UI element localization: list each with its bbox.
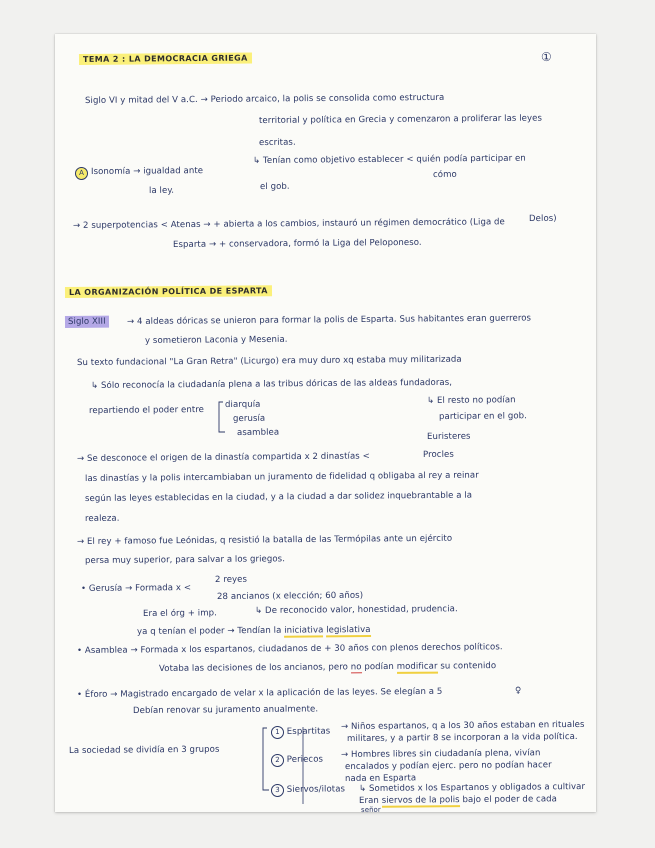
text-line: Su texto fundacional "La Gran Retra" (Licurgo) era muy duro xq estaba muy militarizada: [76, 354, 462, 368]
text-line: señor: [360, 805, 381, 814]
text-line: repartiendo el poder entre: [88, 404, 205, 416]
siglo-label: Siglo XIII: [65, 316, 109, 328]
text-line: el gob.: [259, 181, 290, 192]
text-line: diarquía: [224, 399, 261, 410]
text-line: 28 ancianos (x elección; 60 años): [216, 590, 364, 602]
text-line: Procles: [422, 449, 454, 460]
text-fragment: bajo el poder de cada: [462, 794, 558, 806]
asamblea-bullet: • Asamblea → Formada x los espartanos, ciudadanos de + 30 años con plenos derechos políticos.: [76, 642, 503, 656]
notebook-page: [55, 34, 596, 812]
text-line: ↳ De reconocido valor, honestidad, prudencia.: [254, 604, 458, 616]
text-fragment: podían: [364, 661, 394, 673]
eforo-bullet: • Éforo → Magistrado encargado de velar x la aplicación de las leyes. Se elegían a 5: [76, 686, 443, 700]
text-line: Siglo VI y mitad del V a.C. → Periodo arcaico, la polis se consolida como estructura: [84, 92, 445, 106]
text-line: realeza.: [84, 513, 120, 524]
group-name: Siervos/ilotas: [286, 784, 346, 795]
highlight-circle-icon: A: [75, 167, 88, 180]
text-line: asamblea: [236, 427, 280, 438]
underlined-term: siervos de la polis: [381, 795, 460, 806]
underlined-term: legislativa: [326, 624, 371, 636]
page-number: ①: [540, 49, 552, 64]
text-line: Era el órg + imp.: [142, 608, 217, 619]
text-line: participar en el gob.: [438, 411, 527, 422]
text-line: → El rey + famoso fue Leónidas, q resistió la batalla de las Termópilas ante un ejército: [76, 533, 453, 547]
text-line: cómo: [432, 169, 457, 180]
group-name: Periecos: [286, 754, 324, 765]
text-line: gerusía: [232, 413, 266, 424]
text-line: según las leyes establecidas en la ciudad, y a la ciudad a dar solidez inquebrantable a la: [84, 490, 473, 504]
section-heading: LA ORGANIZACIÓN POLÍTICA DE ESPARTA: [65, 285, 272, 298]
text-fragment: su contenido: [440, 661, 497, 672]
text-line: → 2 superpotencias < Atenas → + abierta a los cambios, instauró un régimen democrático (Liga de: [72, 217, 505, 231]
text-line: ↳ Sometidos x los Espartanos y obligados a cultivar: [358, 782, 586, 794]
text-line: Euristeres: [426, 431, 471, 442]
bracket-shape: [263, 728, 269, 790]
bracket-shape: [219, 402, 225, 432]
group-name: Espartitas: [286, 726, 331, 737]
text-line: → Niños espartanos, q a los 30 años estaban en rituales: [340, 719, 585, 732]
number-circle-icon: 3: [271, 784, 284, 797]
underlined-term: no: [350, 662, 362, 673]
text-fragment: Eran: [358, 795, 379, 806]
text-line: La sociedad se dividía en 3 grupos: [68, 744, 220, 756]
text-line: 2 reyes: [214, 574, 248, 585]
text-line: Isonomía → igualdad ante: [90, 166, 204, 177]
text-line: Debían renovar su juramento anualmente.: [132, 704, 319, 716]
text-line: ↳ Tenían como objetivo establecer < quién podía participar en: [252, 153, 526, 166]
text-line: territorial y política en Grecia y comenzaron a proliferar las leyes: [258, 113, 543, 126]
text-fragment: ya q tenían el poder → Tendían la: [136, 625, 282, 637]
text-line: nada en Esparta: [344, 773, 417, 784]
underlined-term: iniciativa: [284, 625, 324, 636]
text-line: ↳ El resto no podían: [426, 395, 516, 406]
bracket-decorations: [55, 34, 596, 812]
gerusia-bullet: • Gerusía → Formada x <: [80, 583, 192, 594]
text-line: → Hombres libres sin ciudadanía plena, vivían: [340, 748, 541, 760]
text-line: escritas.: [258, 137, 296, 148]
text-line: persa muy superior, para salvar a los griegos.: [84, 554, 286, 566]
underlined-term: modificar: [396, 661, 438, 672]
page-title: TEMA 2 : LA DEMOCRACIA GRIEGA: [79, 52, 252, 65]
text-line: las dinastías y la polis intercambiaban un juramento de fidelidad q obligaba al rey a reinar: [84, 470, 479, 484]
number-circle-icon: 2: [271, 754, 284, 767]
text-line: militares, y a partir 8 se incorporan a la vida política.: [346, 731, 578, 744]
text-line: Delos): [528, 213, 557, 224]
text-line: Esparta → + conservadora, formó la Liga del Peloponeso.: [172, 237, 422, 250]
text-line: → 4 aldeas dóricas se unieron para formar la polis de Esparta. Sus habitantes eran guerreros: [126, 313, 532, 327]
female-icon: ♀: [514, 685, 522, 696]
text-line: ↳ Sólo reconocía la ciudadanía plena a las tribus dóricas de las aldeas fundadoras,: [90, 377, 453, 391]
text-line: encalados y podían ejerc. pero no podían hacer: [344, 760, 552, 772]
number-circle-icon: 1: [271, 726, 284, 739]
text-fragment: Votaba las decisiones de los ancianos, pero: [158, 662, 348, 674]
text-line: la ley.: [148, 185, 175, 196]
text-line: → Se desconoce el origen de la dinastía compartida x 2 dinastías <: [76, 451, 370, 464]
text-line: y sometieron Laconia y Mesenia.: [144, 334, 288, 346]
